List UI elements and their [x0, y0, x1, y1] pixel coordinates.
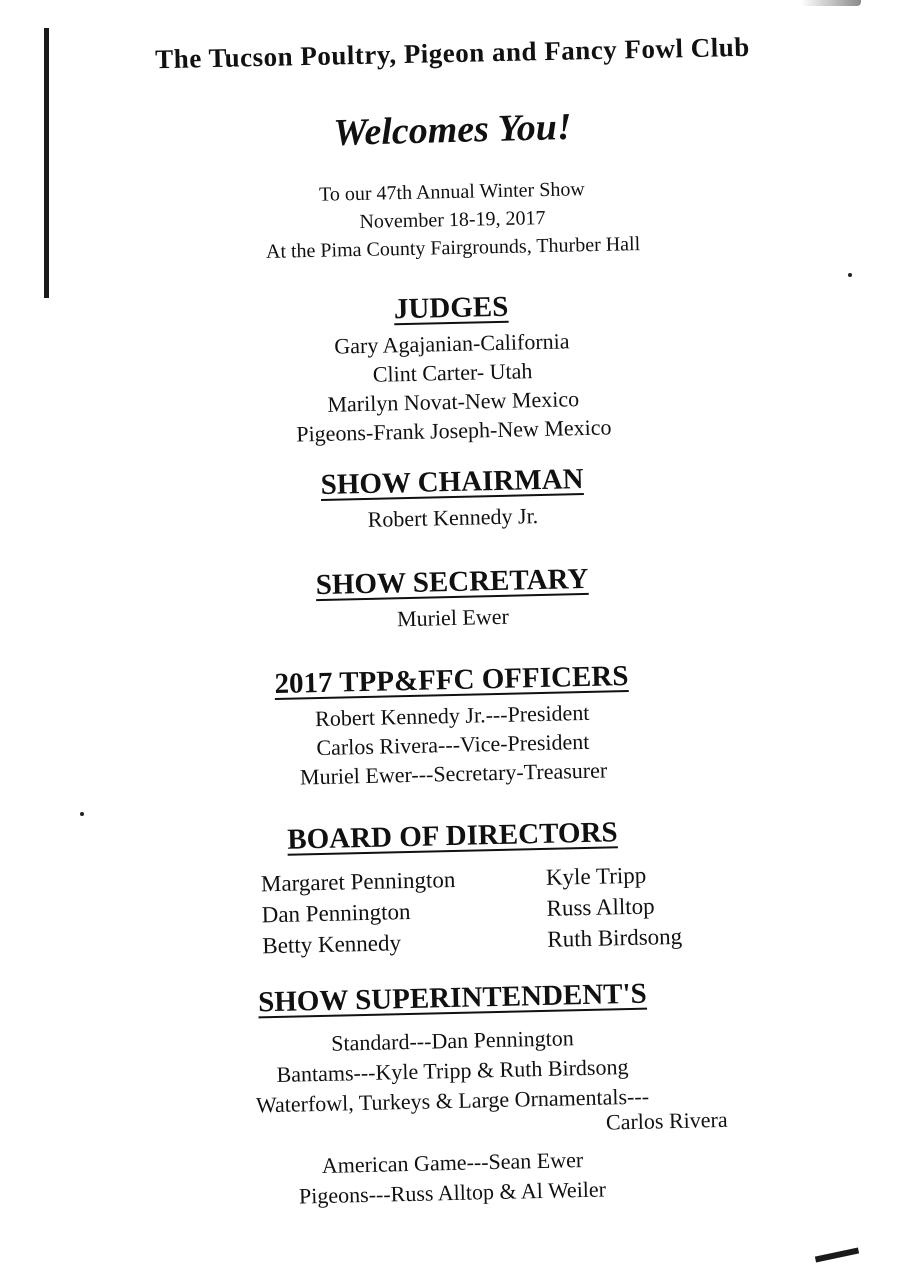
show-secretary-heading: SHOW SECRETARY: [315, 562, 589, 602]
board-column-left: [261, 864, 457, 961]
superintendent-line: Bantams---Kyle Tripp & Ruth Birdsong: [276, 1054, 629, 1087]
board-heading: BOARD OF DIRECTORS: [286, 816, 618, 856]
superintendent-line: Pigeons---Russ Alltop & Al Weiler: [298, 1176, 607, 1209]
superintendent-line: Standard---Dan Pennington: [330, 1025, 575, 1056]
intro-location: At the Pima County Fairgrounds, Thurber Hall: [265, 233, 641, 263]
judge-name: Pigeons-Frank Joseph-New Mexico: [296, 414, 612, 447]
judges-heading: JUDGES: [393, 290, 509, 326]
scan-smudge-top: [801, 0, 861, 6]
director-name: Kyle Tripp: [545, 862, 647, 890]
show-intro: [0, 169, 905, 272]
club-name: The Tucson Poultry, Pigeon and Fancy Fowl Club: [154, 31, 751, 75]
judges-section: [0, 282, 905, 455]
intro-date: November 18-19, 2017: [359, 207, 546, 233]
board-section: [0, 810, 905, 959]
intro-line: To our 47th Annual Winter Show: [318, 178, 585, 206]
judge-name: Clint Carter- Utah: [372, 358, 533, 387]
director-name: Betty Kennedy: [262, 930, 402, 959]
officers-section: [0, 654, 905, 799]
scan-smudge-bottom: [815, 1247, 859, 1262]
judge-name: Gary Agajanian-California: [334, 328, 570, 359]
officers-heading: 2017 TPP&FFC OFFICERS: [274, 660, 629, 701]
judge-name: Marilyn Novat-New Mexico: [327, 386, 580, 417]
show-secretary-section: [0, 556, 905, 643]
show-secretary-name: Muriel Ewer: [396, 603, 510, 632]
superintendents-heading: SHOW SUPERINTENDENT'S: [257, 977, 648, 1019]
director-name: Margaret Pennington: [260, 866, 456, 897]
officer-line: Robert Kennedy Jr.---President: [314, 699, 590, 732]
scan-speck: [848, 273, 852, 277]
show-chairman-name: Robert Kennedy Jr.: [367, 503, 539, 532]
director-name: Russ Alltop: [546, 893, 655, 921]
director-name: Ruth Birdsong: [547, 923, 683, 952]
superintendent-line: Waterfowl, Turkeys & Large Ornamentals---: [255, 1083, 650, 1118]
superintendent-line: American Game---Sean Ewer: [321, 1147, 584, 1178]
director-name: Dan Pennington: [261, 898, 411, 928]
board-column-right: [546, 859, 683, 955]
officer-line: Muriel Ewer---Secretary-Treasurer: [299, 757, 608, 790]
scan-speck: [80, 812, 84, 816]
superintendent-line-continued: Carlos Rivera: [605, 1106, 728, 1135]
officer-line: Carlos Rivera---Vice-President: [316, 728, 590, 761]
welcome-title: Welcomes You!: [332, 105, 573, 155]
show-chairman-heading: SHOW CHAIRMAN: [320, 463, 584, 501]
show-chairman-section: [0, 456, 905, 543]
